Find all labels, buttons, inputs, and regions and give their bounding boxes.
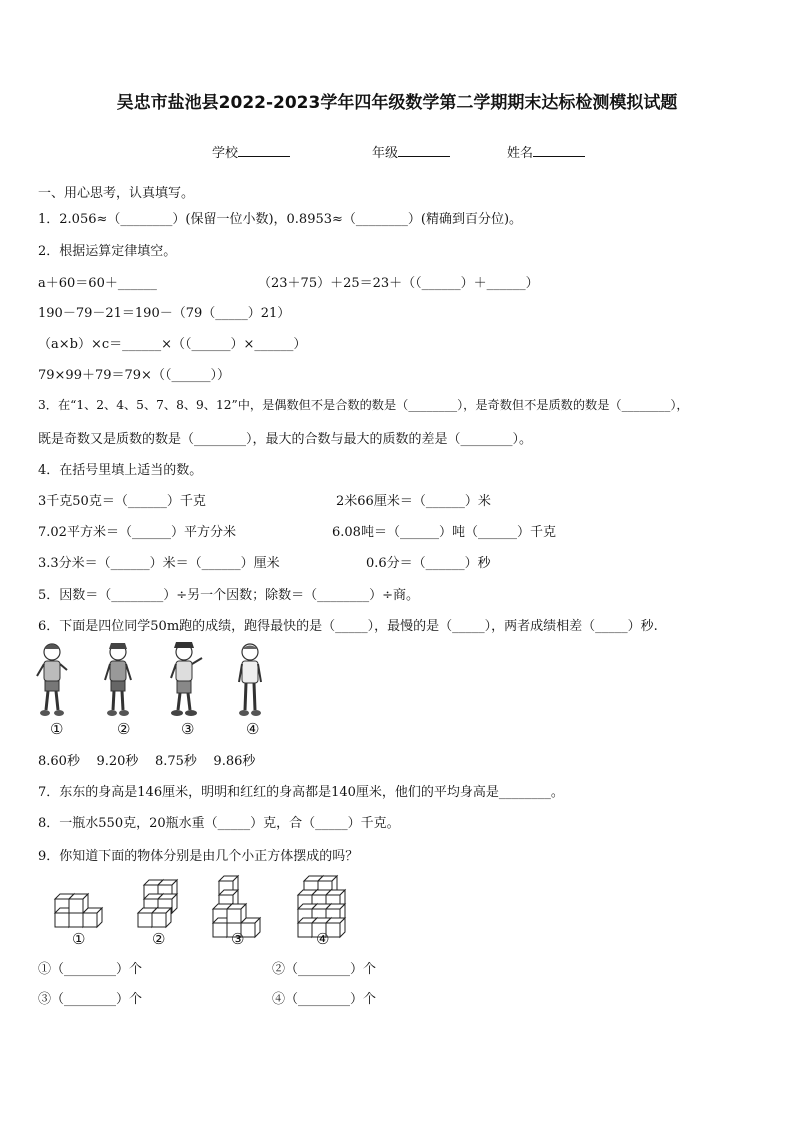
- page-title: 吴忠市盐池县2022-2023学年四年级数学第二学期期末达标检测模拟试题: [116, 93, 678, 113]
- student-label-1: ①: [50, 720, 64, 738]
- question-8: 8．一瓶水550克，20瓶水重（_____）克，合（_____）千克。: [38, 816, 400, 831]
- question-9-answer-3: ③（________）个: [38, 992, 143, 1007]
- grade-field: [372, 142, 450, 161]
- student-label-4: ④: [246, 720, 260, 738]
- question-4-a: 3千克50克＝（______）千克: [38, 494, 206, 509]
- question-4-stem: 4．在括号里填上适当的数。: [38, 463, 203, 478]
- question-2-line-1b: （23＋75）＋25＝23＋（（______）＋______）: [258, 276, 539, 291]
- question-9-answer-4: ④（________）个: [272, 992, 377, 1007]
- section-heading: 一、用心思考，认真填写。: [38, 186, 195, 201]
- cube-figure-3: [213, 876, 260, 937]
- cube-label-1: ①: [72, 930, 86, 948]
- cube-figure-1: [55, 894, 102, 927]
- student-label-3: ③: [181, 720, 195, 738]
- question-9-stem: 9．你知道下面的物体分别是由几个小正方体摆成的吗？: [38, 849, 359, 864]
- grade-blank[interactable]: [398, 144, 450, 157]
- school-field: [212, 142, 290, 161]
- question-2-stem: 2．根据运算定律填空。: [38, 244, 177, 259]
- grade-label: 年级: [372, 146, 399, 161]
- name-label: 姓名: [507, 146, 534, 161]
- question-2-line-2: 190－79－21＝190－（79（_____）21）: [38, 306, 291, 321]
- question-1: 1．2.056≈（________）(保留一位小数)，0.8953≈（________）(精确到百分位)。: [38, 212, 523, 227]
- name-blank[interactable]: [533, 144, 585, 157]
- question-2-line-3: （a×b）×c＝______×（（______）×______）: [38, 337, 307, 352]
- cube-figure-2: [138, 880, 177, 927]
- student-2-figure: [100, 640, 136, 722]
- question-5: 5．因数＝（________）÷另一个因数；除数＝（________）÷商。: [38, 588, 420, 603]
- question-4-b: 2米66厘米＝（______）米: [336, 494, 491, 509]
- question-2-line-1a: a＋60＝60＋______: [38, 276, 157, 291]
- student-times: 8.60秒 9.20秒 8.75秒 9.86秒: [38, 754, 256, 769]
- cube-figures: [0, 870, 794, 950]
- question-3-line-2: 既是奇数又是质数的数是（________），最大的合数与最大的质数的差是（________）。: [38, 432, 533, 447]
- question-4-e: 3.3分米＝（______）米＝（______）厘米: [38, 556, 280, 571]
- cube-label-4: ④: [316, 930, 330, 948]
- question-2-line-4: 79×99＋79＝79×（（______））: [38, 368, 230, 383]
- question-9-answer-2: ②（________）个: [272, 962, 377, 977]
- cube-figure-4: [298, 876, 345, 937]
- student-3-figure: [166, 640, 206, 722]
- school-label: 学校: [212, 146, 239, 161]
- school-blank[interactable]: [238, 144, 290, 157]
- question-4-d: 6.08吨＝（______）吨（______）千克: [332, 525, 556, 540]
- name-field: [507, 142, 585, 161]
- question-3-line-1: 3．在“1、2、4、5、7、8、9、12”中，是偶数但不是合数的数是（________），是奇数但不是质数的数是（________），: [38, 398, 689, 412]
- student-1-figure: [34, 640, 70, 722]
- question-4-f: 0.6分＝（______）秒: [366, 556, 491, 571]
- question-6-stem: 6．下面是四位同学50m跑的成绩，跑得最快的是（_____），最慢的是（_____），两者成绩相差（_____）秒.: [38, 619, 658, 634]
- student-4-figure: [232, 640, 268, 722]
- question-9-answer-1: ①（________）个: [38, 962, 143, 977]
- question-7: 7．东东的身高是146厘米，明明和红红的身高都是140厘米，他们的平均身高是________。: [38, 785, 564, 800]
- cube-label-2: ②: [152, 930, 166, 948]
- student-label-2: ②: [117, 720, 131, 738]
- question-4-c: 7.02平方米＝（______）平方分米: [38, 525, 236, 540]
- cube-label-3: ③: [231, 930, 245, 948]
